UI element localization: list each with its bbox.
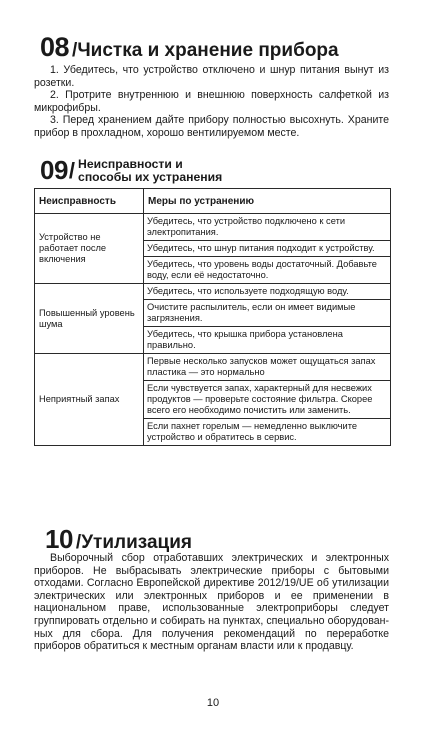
section-08-step-1: 1. Убедитесь, что устройство отключено и шнур питания вынут из розетки.: [34, 64, 389, 89]
section-09-number: 09: [40, 155, 68, 185]
problem-cell: Неприятный запах: [35, 354, 144, 446]
solution-cell: Убедитесь, что шнур питания подходит к устройству.: [144, 241, 391, 257]
header-solution: Меры по устранению: [144, 189, 391, 214]
solution-cell: Если пахнет горелым — немедленно выключите устройство и обратитесь в сервис.: [144, 419, 391, 446]
table-row: [35, 354, 391, 381]
solution-cell: Убедитесь, что используете подходящую воду.: [144, 284, 391, 300]
section-08-step-2: 2. Протрите внутреннюю и внешнюю поверхность салфеткой из микрофибры.: [34, 89, 389, 114]
section-10-text: [34, 552, 389, 653]
table-header-row: [35, 189, 391, 214]
header-problem: Неисправность: [35, 189, 144, 214]
problem-cell: Повышенный уровень шума: [35, 284, 144, 354]
section-09-slash: /: [68, 157, 76, 183]
solution-cell: Убедитесь, что устройство подключено к сети электропитания.: [144, 214, 391, 241]
solution-cell: Первые несколько запусков может ощущаться запах пластика — это нормально: [144, 354, 391, 381]
solution-cell: Очистите распылитель, если он имеет видимые загрязнения.: [144, 300, 391, 327]
section-08-number: 08: [40, 32, 70, 62]
solution-cell: Убедитесь, что крышка прибора установлена правильно.: [144, 327, 391, 354]
section-08-text: [34, 64, 389, 140]
table-row: [35, 214, 391, 241]
section-08-title: /Чистка и хранение прибора: [72, 40, 339, 61]
section-08-heading: [40, 32, 339, 63]
problem-cell: Устройство не работает после включения: [35, 214, 144, 284]
section-08-step-3: 3. Перед хранением дайте прибору полностью высохнуть. Храните прибор в прохладном, хорошо вентилируемом месте.: [34, 114, 389, 139]
disposal-paragraph: Выборочный сбор отработавших электрических и электронных приборов. Не выбрасывать электрические приборы с бытовыми отходами. Согласно Европейской директиве 2012/19/UE об утилизации электрических или электронных приборов и ее применении в национальном праве, использованные электроприборы следует группировать отдельно и собирать на пунктах, специально оборудованных для сбора. Для получения рекомендаций по переработке приборов обратиться к местным органам власти или к продавцу.: [34, 552, 389, 653]
section-10-title: /Утилизация: [75, 532, 192, 553]
section-10-heading: [45, 524, 192, 555]
page-number: 10: [206, 697, 220, 709]
section-09-title-line2: способы их устранения: [78, 169, 223, 184]
section-10-number: 10: [45, 524, 73, 554]
troubleshooting-table: [34, 188, 391, 446]
solution-cell: Убедитесь, что уровень воды достаточный. Добавьте воду, если её недостаточно.: [144, 257, 391, 284]
section-09-heading: [40, 155, 222, 186]
table-row: [35, 284, 391, 300]
section-09-title-line1: Неисправности и: [78, 156, 183, 171]
solution-cell: Если чувствуется запах, характерный для несвежих продуктов — проверьте состояние фильтра. Скорее всего его необходимо почистить или заменить.: [144, 381, 391, 419]
